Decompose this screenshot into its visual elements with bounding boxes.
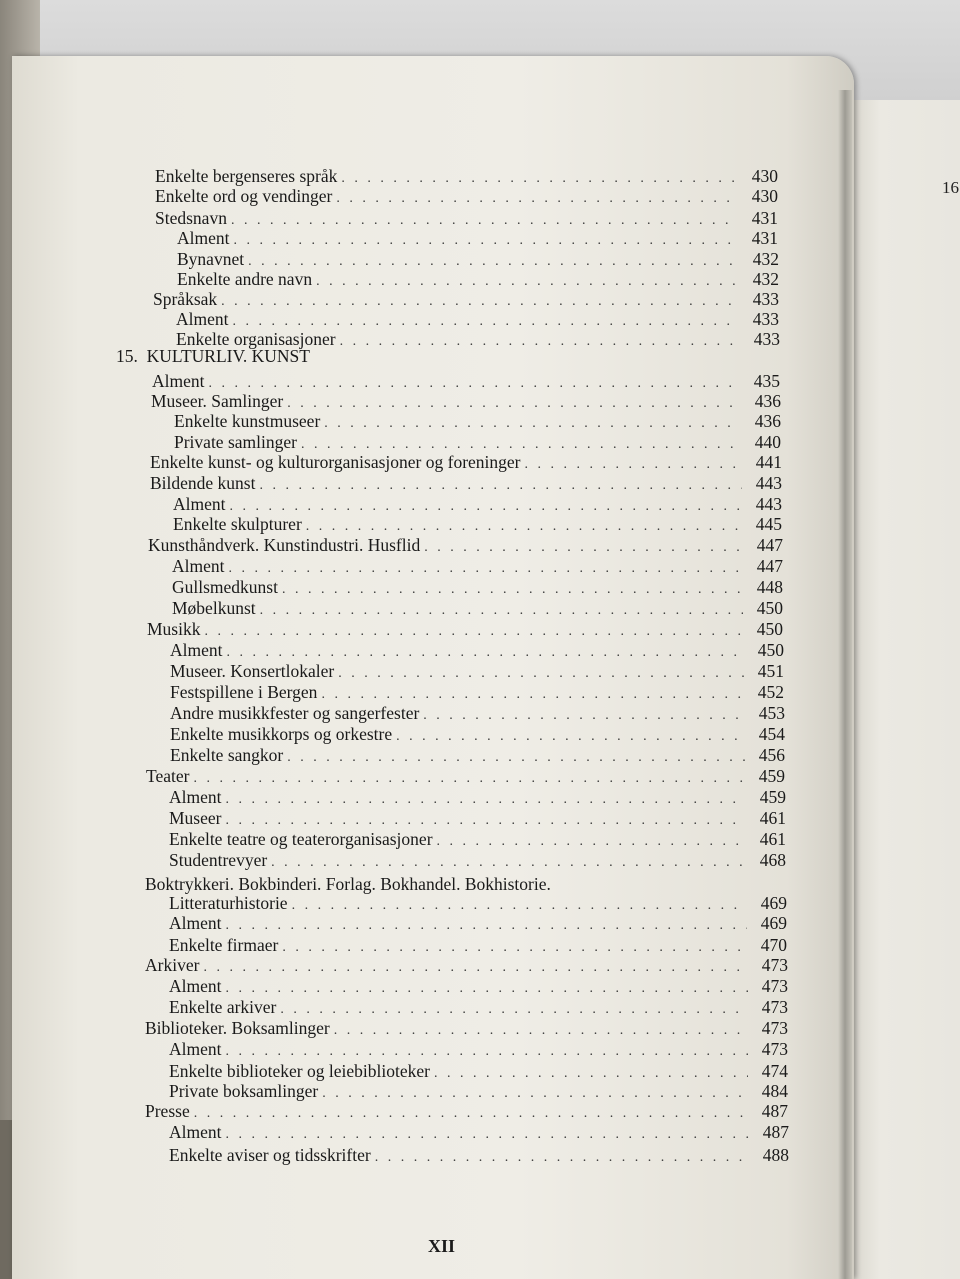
toc-entry [174, 411, 781, 433]
toc-entry-label: Biblioteker. Boksamlinger [145, 1018, 330, 1038]
dot-leader [221, 294, 739, 310]
dot-leader [280, 1002, 748, 1018]
section-title: KULTURLIV. KUNST [146, 346, 310, 366]
dot-leader [437, 834, 746, 850]
toc-entry-page: 433 [752, 309, 779, 329]
toc-entry [145, 1018, 788, 1040]
toc-entry [169, 997, 788, 1019]
toc-entry [169, 976, 788, 998]
toc-entry-label: Kunsthåndverk. Kunstindustri. Husflid [148, 535, 421, 555]
toc-entry [177, 269, 779, 291]
toc-entry-page: 461 [759, 808, 786, 828]
dot-leader [230, 499, 743, 515]
toc-entry [177, 228, 778, 250]
toc-entry-page: 459 [759, 787, 786, 807]
dot-leader [340, 334, 740, 350]
dot-leader [226, 918, 748, 934]
toc-entry-label: Alment [169, 1039, 222, 1059]
toc-entry-page: 443 [755, 494, 782, 514]
toc-entry-label: Private samlinger [174, 432, 297, 452]
toc-entry-page: 488 [762, 1145, 789, 1165]
toc-entry-label: Gullsmedkunst [172, 577, 278, 597]
dot-leader [260, 603, 743, 619]
toc-entry [174, 432, 781, 454]
dot-leader [193, 771, 745, 787]
toc-entry [173, 494, 782, 516]
dot-leader [234, 233, 739, 249]
toc-entry-label: Alment [169, 976, 222, 996]
dot-leader [231, 213, 738, 229]
dot-leader [292, 898, 747, 914]
dot-leader [375, 1150, 749, 1166]
toc-entry-label: Møbelkunst [172, 598, 256, 618]
toc-entry [170, 745, 785, 767]
toc-entry [169, 1122, 789, 1144]
dot-leader [194, 1106, 748, 1122]
toc-entry-label: Alment [152, 371, 205, 391]
dot-leader [301, 437, 741, 453]
toc-entry-page: 433 [753, 329, 780, 349]
dot-leader [434, 1066, 748, 1082]
toc-entry-label: Andre musikkfester og sangerfester [170, 703, 420, 723]
dot-leader [324, 416, 741, 432]
dot-leader [334, 1023, 748, 1039]
toc-entry [169, 850, 786, 872]
toc-entry-label: Museer. Samlinger [151, 391, 284, 411]
toc-entry-page: 451 [757, 661, 784, 681]
dot-leader [423, 708, 745, 724]
toc-entry-page: 484 [761, 1081, 788, 1101]
toc-entry-label: Musikk [147, 619, 201, 639]
toc-entry [170, 724, 785, 746]
toc-entry [152, 371, 780, 393]
dot-leader [203, 960, 748, 976]
toc-entry [151, 391, 781, 413]
toc-entry-label: Enkelte skulpturer [173, 514, 302, 534]
toc-entry-page: 468 [759, 850, 786, 870]
toc-entry-page: 447 [756, 556, 783, 576]
toc-entry-page: 431 [751, 228, 778, 248]
toc-entry-page: 431 [751, 208, 778, 228]
dot-leader [338, 666, 744, 682]
toc-entry [170, 682, 784, 704]
toc-entry-page: 430 [751, 166, 778, 186]
toc-entry [170, 661, 784, 683]
toc-entry-label: Alment [169, 913, 222, 933]
dot-leader [336, 191, 738, 207]
toc-entry [169, 935, 787, 957]
toc-entry-page: 448 [756, 577, 783, 597]
dot-leader [209, 376, 741, 392]
toc-entry [170, 703, 785, 725]
toc-entry-page: 430 [751, 186, 778, 206]
toc-entry-label: Språksak [153, 289, 218, 309]
dot-leader [226, 1127, 750, 1143]
toc-entry [146, 766, 785, 788]
toc-entry-label: Alment [169, 1122, 222, 1142]
toc-entry-page: 459 [758, 766, 785, 786]
dot-leader [229, 561, 744, 577]
toc-entry-page: 469 [760, 913, 787, 933]
toc-entry [169, 829, 786, 851]
toc-entry [169, 1081, 788, 1103]
toc-entry [155, 186, 778, 208]
toc-entry-label: Alment [177, 228, 230, 248]
dot-leader [259, 478, 742, 494]
toc-entry-page: 453 [758, 703, 785, 723]
toc-entry-label: Enkelte aviser og tidsskrifter [169, 1145, 371, 1165]
toc-entry-page: 450 [756, 598, 783, 618]
toc-entry-page: 443 [755, 473, 782, 493]
toc-entry-page: 435 [753, 371, 780, 391]
dot-leader [226, 792, 747, 808]
dot-leader [341, 171, 738, 187]
toc-entry [150, 473, 782, 495]
page-folio: XII [428, 1236, 456, 1256]
toc-entry-label: Enkelte bergenseres språk [155, 166, 338, 186]
toc-entry-label: Museer [169, 808, 222, 828]
toc-entry [145, 1101, 788, 1123]
toc-entry-label: Museer. Konsertlokaler [170, 661, 335, 681]
toc-entry-page: 440 [754, 432, 781, 452]
toc-entry-label: Enkelte kunst- og kulturorganisasjoner og foreninger [150, 452, 521, 472]
dot-leader [271, 855, 746, 871]
dot-leader [282, 582, 743, 598]
toc-entry [155, 166, 778, 188]
dot-leader [233, 314, 740, 330]
toc-entry-page: 450 [757, 640, 784, 660]
toc-entry [153, 289, 779, 311]
dot-leader [225, 813, 746, 829]
toc-entry-page: 469 [760, 893, 787, 913]
toc-entry [155, 208, 778, 230]
toc-entry-page: 487 [762, 1122, 789, 1142]
toc-entry-label: Bildende kunst [150, 473, 256, 493]
toc-entry-label: Enkelte organisasjoner [176, 329, 336, 349]
toc-entry [170, 640, 784, 662]
toc-entry-page: 450 [756, 619, 783, 639]
toc-entry [173, 514, 782, 536]
dot-leader [424, 540, 743, 556]
toc-entry-label: Festspillene i Bergen [170, 682, 318, 702]
dot-leader [316, 274, 739, 290]
dot-leader [282, 940, 747, 956]
toc-entry-page: 473 [761, 976, 788, 996]
toc-entry-label: Alment [169, 787, 222, 807]
toc-entry [147, 619, 783, 641]
toc-entry [169, 893, 787, 915]
toc-entry-page: 487 [761, 1101, 788, 1121]
toc-entry-label: Alment [172, 556, 225, 576]
toc-entry [169, 808, 786, 830]
toc-entry-label: Enkelte musikkorps og orkestre [170, 724, 393, 744]
toc-entry-label: Alment [176, 309, 229, 329]
toc-entry [169, 1145, 789, 1167]
toc-entry-page: 433 [752, 289, 779, 309]
toc-entry-page: 473 [761, 955, 788, 975]
toc-entry-label: Stedsnavn [155, 208, 227, 228]
toc-entry-page: 436 [754, 391, 781, 411]
toc-entry-page: 447 [756, 535, 783, 555]
toc-entry-page: 473 [761, 1039, 788, 1059]
toc-entry-label: Enkelte arkiver [169, 997, 277, 1017]
dot-leader [248, 254, 739, 270]
toc-entry-page: 452 [757, 682, 784, 702]
toc-entry-label: Enkelte ord og vendinger [155, 186, 333, 206]
toc-entry-page: 445 [755, 514, 782, 534]
toc-entry-page: 454 [758, 724, 785, 744]
toc-entry [169, 1061, 788, 1083]
toc-entry-label: Bynavnet [177, 249, 245, 269]
toc-entry [176, 329, 780, 351]
dot-leader [321, 687, 744, 703]
dot-leader [306, 519, 742, 535]
toc-entry [172, 598, 783, 620]
toc-entry [169, 1039, 788, 1061]
toc-entry [145, 955, 788, 977]
toc-entry-page: 473 [761, 1018, 788, 1038]
toc-entry-page: 436 [754, 411, 781, 431]
dot-leader [322, 1086, 748, 1102]
toc-entry [169, 787, 786, 809]
toc-entry-page: 441 [755, 452, 782, 472]
toc-entry-page: 474 [761, 1061, 788, 1081]
toc-entry [150, 452, 782, 474]
toc-entry-label: Teater [146, 766, 190, 786]
section-number: 15. [116, 346, 138, 366]
toc-entry [177, 249, 779, 271]
toc-entry-label: Enkelte firmaer [169, 935, 279, 955]
toc-entry-page: 432 [752, 269, 779, 289]
toc-entry-label: Arkiver [145, 955, 200, 975]
toc-entry-label: Enkelte teatre og teaterorganisasjoner [169, 829, 433, 849]
toc-entry-label: Private boksamlinger [169, 1081, 319, 1101]
toc-entry-label: Studentrevyer [169, 850, 268, 870]
dot-leader [396, 729, 745, 745]
toc-entry-page: 470 [760, 935, 787, 955]
toc-entry-label: Litteraturhistorie [169, 893, 288, 913]
facing-page-number: 16 [942, 178, 959, 197]
toc-entry [169, 913, 787, 935]
toc-entry-label: Presse [145, 1101, 190, 1121]
toc-entry-page: 456 [758, 745, 785, 765]
toc-entry-label: Enkelte sangkor [170, 745, 284, 765]
dot-leader [525, 457, 743, 473]
toc-entry-label: Enkelte biblioteker og leiebiblioteker [169, 1061, 430, 1081]
toc-entry-label: Alment [173, 494, 226, 514]
dot-leader [287, 750, 745, 766]
toc-entry [176, 309, 779, 331]
toc-entry-label: Enkelte kunstmuseer [174, 411, 321, 431]
toc-entry-label: Enkelte andre navn [177, 269, 313, 289]
toc-entry-page: 461 [759, 829, 786, 849]
toc-entry-page: 473 [761, 997, 788, 1017]
dot-leader [226, 1044, 749, 1060]
toc-entry [148, 535, 783, 557]
toc-entry [172, 577, 783, 599]
toc-entry-page: 432 [752, 249, 779, 269]
dot-leader [227, 645, 745, 661]
dot-leader [226, 981, 749, 997]
dot-leader [287, 396, 741, 412]
toc-entry-label: Boktrykkeri. Bokbinderi. Forlag. Bokhandel. Bokhistorie. [145, 874, 551, 894]
toc-entry-label: Alment [170, 640, 223, 660]
dot-leader [204, 624, 743, 640]
toc-entry [172, 556, 783, 578]
